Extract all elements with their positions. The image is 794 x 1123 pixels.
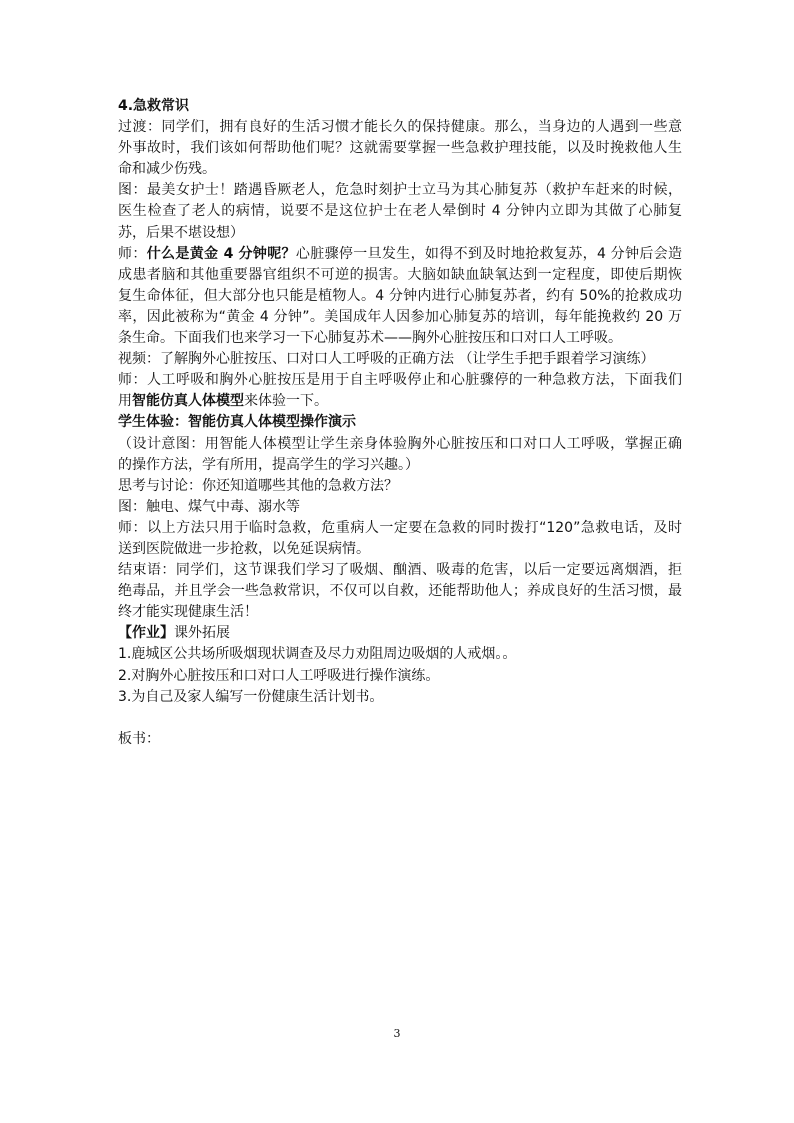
homework-heading (118, 623, 682, 644)
homework-item: 2.对胸外心脏按压和口对口人工呼吸进行操作演练。 (118, 667, 440, 684)
text-line: 结束语：同学们，这节课我们学习了吸烟、酗酒、吸毒的危害，以后一定要远离烟酒，拒 (118, 562, 682, 579)
text-line: 绝毒品，并且学会一些急救常识，不仅可以自救，还能帮助他人；养成良好的生活习惯，最 (118, 583, 682, 600)
text-line: 条生命。下面我们也来学习一下心肺复苏术——胸外心脏按压和口对口人工呼吸。 (118, 330, 622, 347)
blackboard-label: 板书： (118, 730, 160, 747)
blank-line (118, 708, 682, 729)
text-line: 终才能实现健康生活！ (118, 604, 258, 621)
text-line: 的操作方法，学有所用，提高学生的学习兴趣。） (118, 456, 419, 473)
student-experience-heading: 学生体验：智能仿真人体模型操作演示 (118, 414, 356, 431)
paragraph-design-intent (118, 434, 682, 476)
bold-model-name: 智能仿真人体模型 (132, 393, 244, 410)
text-run: 用 (118, 393, 132, 410)
text-run: 心脏骤停一旦发生，如得不到及时地抢救复苏，4 分钟后会造 (295, 245, 683, 262)
text-line (118, 391, 682, 412)
text-line: 图：最美女护士！踏遇昏厥老人，危急时刻护士立马为其心肺复苏（救护车赶来的时候， (118, 182, 682, 199)
text-line: 师：人工呼吸和胸外心脏按压是用于自主呼吸停止和心脏骤停的一种急救方法，下面我们 (118, 372, 682, 389)
text-line: 率，因此被称为“黄金 4 分钟”。美国成年人因参加心肺复苏的培训，每年能挽救约 20 万 (118, 308, 682, 325)
paragraph-teacher-call (118, 518, 682, 560)
text-line: 过渡：同学们，拥有良好的生活习惯才能长久的保持健康。那么，当身边的人遇到一些意 (118, 119, 682, 136)
paragraph-image-nurse (118, 180, 682, 243)
document-body (118, 96, 682, 750)
text-run: 师： (118, 245, 147, 262)
paragraph-discussion: 思考与讨论：你还知道哪些其他的急救方法？ (118, 477, 398, 494)
paragraph-teacher-cpr (118, 370, 682, 412)
homework-section (118, 623, 682, 707)
bold-question: 什么是黄金 4 分钟呢？ (146, 245, 296, 262)
paragraph-transition (118, 117, 682, 180)
text-line: 送到医院做进一步抢救，以免延误病情。 (118, 540, 370, 557)
paragraph-conclusion (118, 560, 682, 623)
page-number: 3 (393, 1027, 401, 1040)
text-line: 医生检查了老人的病情，说要不是这位护士在老人晕倒时 4 分钟内立即为其做了心肺复 (118, 203, 682, 220)
homework-item: 3.为自己及家人编写一份健康生活计划书。 (118, 688, 384, 705)
paragraph-video: 视频：了解胸外心脏按压、口对口人工呼吸的正确方法 （让学生手把手跟着学习演练） (118, 351, 655, 368)
text-line: 复生命体征，但大部分也只能是植物人。4 分钟内进行心肺复苏者，约有 50%的抢救成功 (118, 287, 682, 304)
text-line (118, 244, 682, 265)
text-line: 成患者脑和其他重要器官组织不可逆的损害。大脑如缺血缺氧达到一定程度，即使后期恢 (118, 266, 682, 283)
homework-subtitle: 课外拓展 (174, 625, 230, 642)
text-line: 师：以上方法只用于临时急救，危重病人一定要在急救的同时拨打“120”急救电话，及时 (118, 519, 682, 536)
paragraph-image-cases: 图：触电、煤气中毒、溺水等 (118, 498, 300, 515)
text-line: 外事故时，我们该如何帮助他们呢？这就需要掌握一些急救护理技能，以及时挽救他人生 (118, 140, 682, 157)
section-title: 4.急救常识 (118, 98, 190, 114)
text-run: 来体验一下。 (244, 393, 328, 410)
text-line: （设计意图：用智能人体模型让学生亲身体验胸外心脏按压和口对口人工呼吸，掌握正确 (118, 435, 682, 452)
homework-item: 1.鹿城区公共场所吸烟现状调查及尽力劝阻周边吸烟的人戒烟。。 (118, 646, 517, 663)
text-line: 苏，后果不堪设想） (118, 224, 244, 241)
homework-label: 【作业】 (118, 625, 174, 642)
paragraph-teacher-golden-minutes (118, 244, 682, 349)
text-line: 命和减少伤残。 (118, 161, 216, 178)
